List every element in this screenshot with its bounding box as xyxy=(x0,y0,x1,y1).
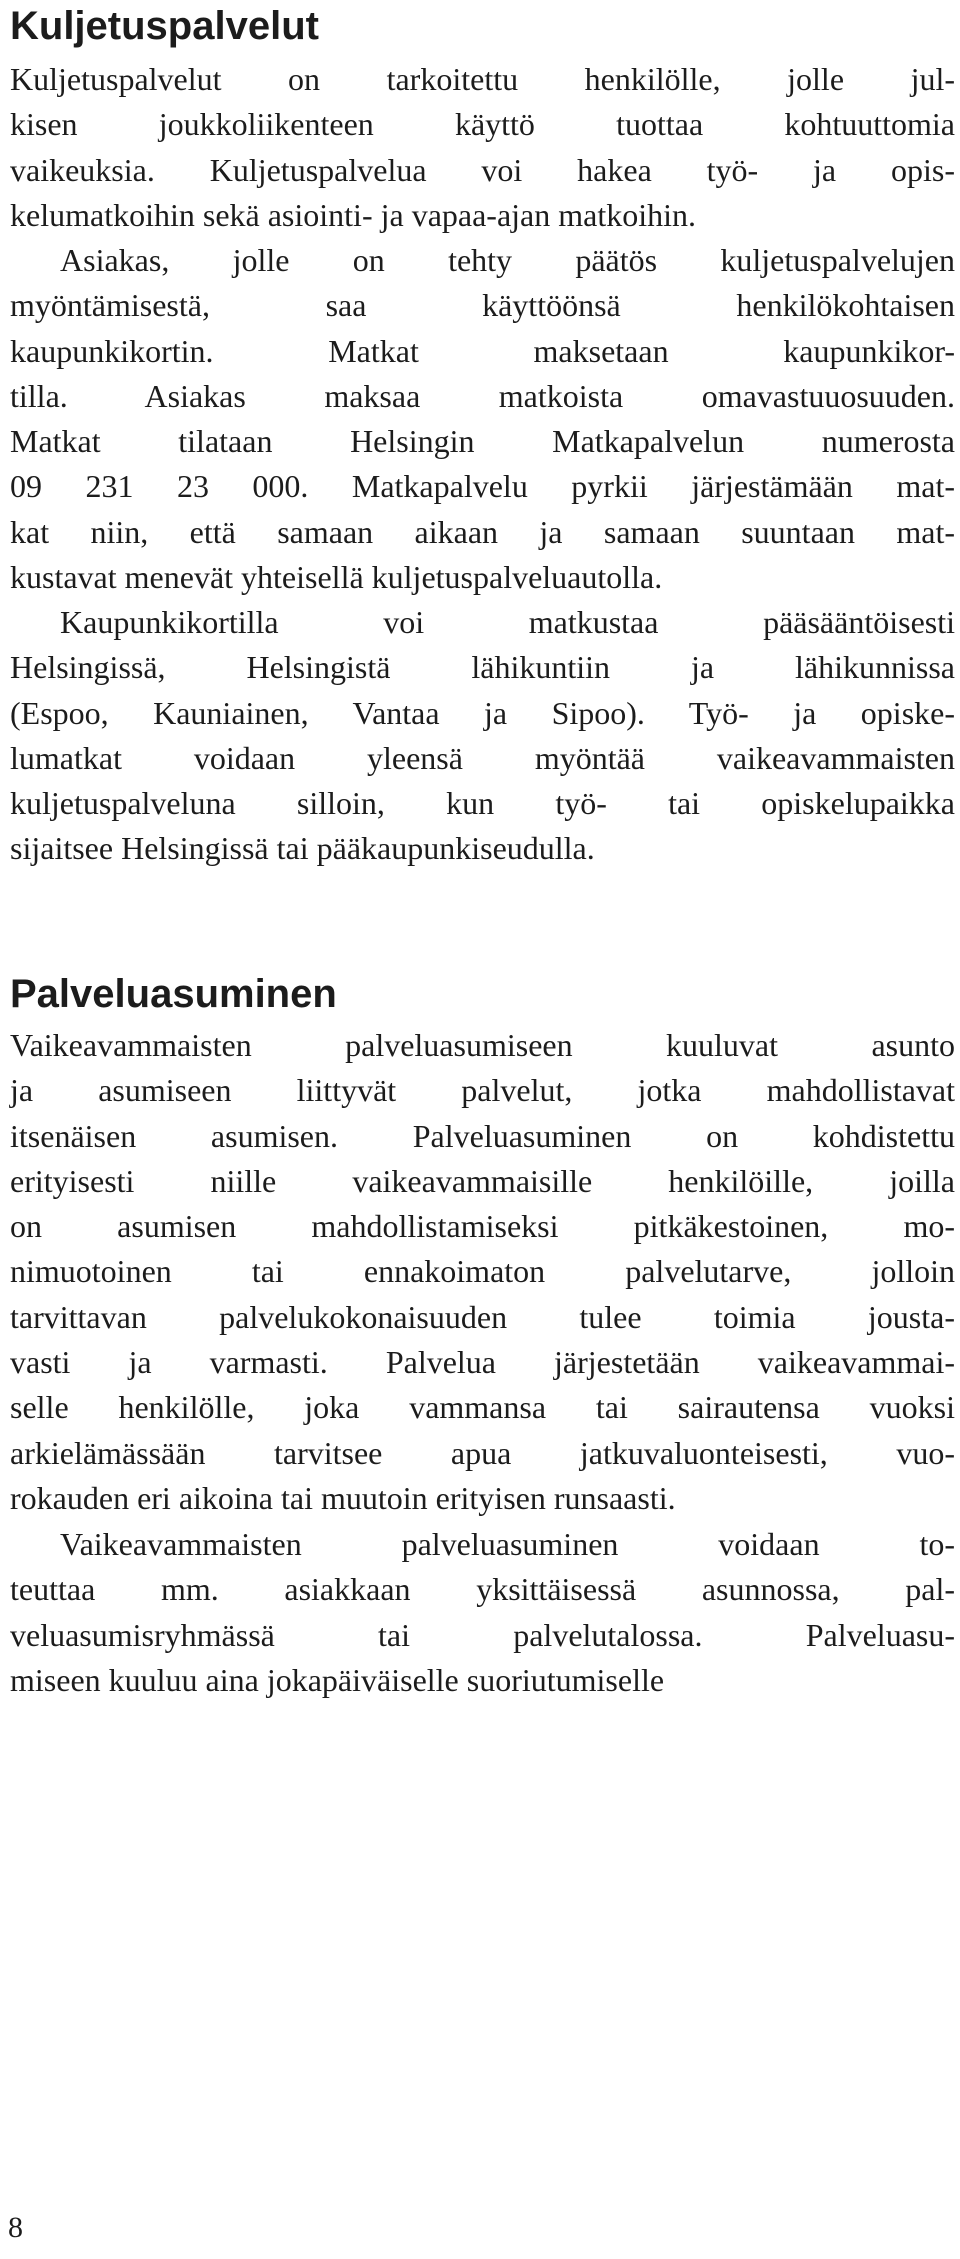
text-line: itsenäisen asumisen. Palveluasuminen on kohdistettu xyxy=(10,1117,955,1154)
text-line: kustavat menevät yhteisellä kuljetuspalveluautolla. xyxy=(10,559,663,596)
text-line: kat niin, että samaan aikaan ja samaan suuntaan mat- xyxy=(10,513,955,550)
text-line: myöntämisestä, saa käyttöönsä henkilökohtaisen xyxy=(10,287,955,324)
section-heading-palveluasuminen: Palveluasuminen xyxy=(10,972,337,1016)
text-line: on asumisen mahdollistamiseksi pitkäkestoinen, mo- xyxy=(10,1208,955,1245)
paragraph-kuljetus-3 xyxy=(10,600,955,872)
text-line: Vaikeavammaisten palveluasumiseen kuuluvat asunto xyxy=(10,1027,955,1063)
text-line: 09 231 23 000. Matkapalvelu pyrkii järjestämään mat- xyxy=(10,468,955,505)
text-line: sijaitsee Helsingissä tai pääkaupunkiseudulla. xyxy=(10,830,595,867)
text-line: Vaikeavammaisten palveluasuminen voidaan to- xyxy=(60,1526,955,1562)
text-line: Asiakas, jolle on tehty päätös kuljetuspalvelujen xyxy=(60,242,955,278)
section-heading-kuljetuspalvelut: Kuljetuspalvelut xyxy=(10,4,319,48)
text-line: nimuotoinen tai ennakoimaton palvelutarve, jolloin xyxy=(10,1253,955,1290)
text-line: arkielämässään tarvitsee apua jatkuvaluonteisesti, vuo- xyxy=(10,1434,955,1471)
text-line: (Espoo, Kauniainen, Vantaa ja Sipoo). Työ- ja opiske- xyxy=(10,694,955,731)
text-line: tarvittavan palvelukokonaisuuden tulee toimia jousta- xyxy=(10,1298,955,1335)
text-line: vasti ja varmasti. Palvelua järjestetään vaikeavammai- xyxy=(10,1344,955,1381)
text-line: tilla. Asiakas maksaa matkoista omavastuuosuuden. xyxy=(10,377,955,414)
text-line: ja asumiseen liittyvät palvelut, jotka mahdollistavat xyxy=(10,1072,955,1109)
text-line: kisen joukkoliikenteen käyttö tuottaa kohtuuttomia xyxy=(10,106,955,143)
text-line: teuttaa mm. asiakkaan yksittäisessä asunnossa, pal- xyxy=(10,1571,955,1608)
page-number: 8 xyxy=(8,2211,23,2244)
text-line: Matkat tilataan Helsingin Matkapalvelun numerosta xyxy=(10,423,955,460)
text-line: lumatkat voidaan yleensä myöntää vaikeavammaisten xyxy=(10,739,955,776)
paragraph-kuljetus-2 xyxy=(10,238,955,600)
text-line: vaikeuksia. Kuljetuspalvelua voi hakea työ- ja opis- xyxy=(10,151,955,188)
text-line: kuljetuspalveluna silloin, kun työ- tai opiskelupaikka xyxy=(10,785,955,822)
text-line: Kaupunkikortilla voi matkustaa pääsääntöisesti xyxy=(60,604,955,640)
text-line: miseen kuuluu aina jokapäiväiselle suoriutumiselle xyxy=(10,1661,665,1698)
paragraph-kuljetus-1 xyxy=(10,57,955,238)
text-line: erityisesti niille vaikeavammaisille henkilöille, joilla xyxy=(10,1162,955,1199)
text-line: veluasumisryhmässä tai palvelutalossa. Palveluasu- xyxy=(10,1616,955,1653)
text-line: rokauden eri aikoina tai muutoin erityisen runsaasti. xyxy=(10,1479,676,1516)
text-line: selle henkilölle, joka vammansa tai sairautensa vuoksi xyxy=(10,1389,955,1426)
paragraph-palvelu-2 xyxy=(10,1522,955,1703)
text-line: Helsingissä, Helsingistä lähikuntiin ja lähikunnissa xyxy=(10,649,955,686)
paragraph-palvelu-1 xyxy=(10,1023,955,1521)
text-line: kelumatkoihin sekä asiointi- ja vapaa-ajan matkoihin. xyxy=(10,196,697,233)
text-line: kaupunkikortin. Matkat maksetaan kaupunkikor- xyxy=(10,332,955,369)
text-line: Kuljetuspalvelut on tarkoitettu henkilölle, jolle jul- xyxy=(10,61,955,97)
